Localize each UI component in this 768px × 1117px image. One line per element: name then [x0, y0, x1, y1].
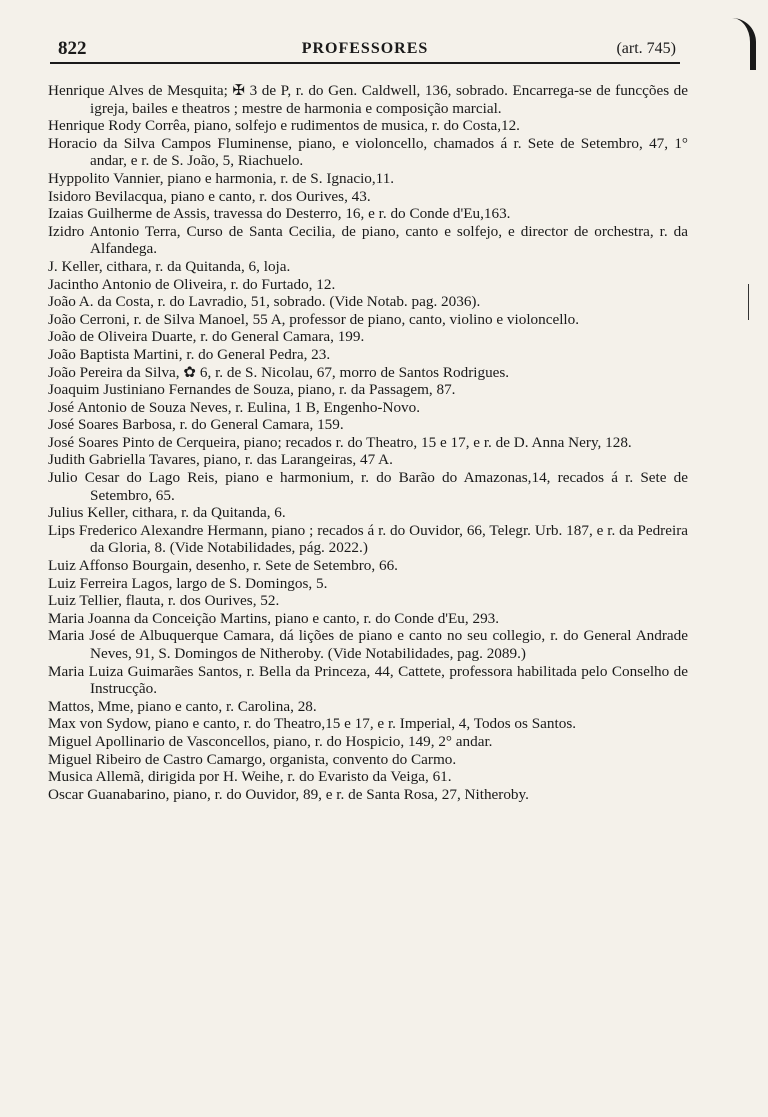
entry: João de Oliveira Duarte, r. do General Camara, 199.	[48, 328, 365, 346]
entry: Hyppolito Vannier, piano e harmonia, r. de S. Ignacio,11.	[48, 169, 395, 187]
entry: Lips Frederico Alexandre Hermann, piano ; recados á r. do Ouvidor, 66, Telegr. Urb. 187, e r. da Pedreira da Gloria, 8. (Vide Notabilidades, pág. 2022.)	[48, 521, 688, 557]
entry: Henrique Alves de Mesquita; ✠ 3 de P, r. do Gen. Caldwell, 136, sobrado. Encarrega-se de funcções de igreja, bailes e theatros ; mestre de harmonia e composição marcial.	[48, 82, 688, 117]
entry: José Antonio de Souza Neves, r. Eulina, 1 B, Engenho-Novo.	[48, 398, 421, 416]
entry: Maria José de Albuquerque Camara, dá lições de piano e canto no seu collegio, r. do General Andrade Neves, 91, S. Domingos de Nitheroby. (Vide Notabilidades, pag. 2089.)	[48, 627, 688, 662]
entry: Julius Keller, cithara, r. da Quitanda, 6.	[48, 504, 286, 522]
entry: Izidro Antonio Terra, Curso de Santa Cecilia, de piano, canto e solfejo, e director de orchestra, r. da Alfandega.	[48, 222, 688, 258]
entry: Miguel Apollinario de Vasconcellos, piano, r. do Hospicio, 149, 2° andar.	[48, 732, 493, 750]
entry: Mattos, Mme, piano e canto, r. Carolina, 28.	[48, 697, 317, 715]
article-reference: (art. 745)	[616, 40, 676, 57]
entry: João Baptista Martini, r. do General Pedra, 23.	[48, 345, 331, 363]
entry: Maria Luiza Guimarães Santos, r. Bella da Princeza, 44, Cattete, professora habilitada pelo Conselho de Instrucção.	[48, 662, 688, 698]
entry: Luiz Affonso Bourgain, desenho, r. Sete de Setembro, 66.	[48, 557, 398, 575]
entry: Isidoro Bevilacqua, piano e canto, r. dos Ourives, 43.	[48, 187, 371, 205]
entry: José Soares Barbosa, r. do General Camara, 159.	[48, 416, 344, 434]
entry-list	[48, 82, 688, 803]
page-number: 822	[58, 38, 87, 59]
margin-mark	[748, 284, 749, 320]
section-title: PROFESSORES	[301, 40, 429, 57]
entry: Julio Cesar do Lago Reis, piano e harmonium, r. do Barão do Amazonas,14, recados á r. Sete de Setembro, 65.	[48, 469, 688, 504]
entry: Luiz Tellier, flauta, r. dos Ourives, 52.	[48, 592, 280, 610]
page-header	[50, 36, 680, 64]
entry: Joaquim Justiniano Fernandes de Souza, piano, r. da Passagem, 87.	[48, 381, 456, 399]
entry: João A. da Costa, r. do Lavradio, 51, sobrado. (Vide Notab. pag. 2036).	[48, 293, 481, 311]
entry: José Soares Pinto de Cerqueira, piano; recados r. do Theatro, 15 e 17, e r. de D. Anna Nery, 128.	[48, 433, 632, 451]
entry: Maria Joanna da Conceição Martins, piano e canto, r. do Conde d'Eu, 293.	[48, 609, 500, 627]
entry: Henrique Rody Corrêa, piano, solfejo e rudimentos de musica, r. do Costa,12.	[48, 117, 520, 135]
entry: Miguel Ribeiro de Castro Camargo, organista, convento do Carmo.	[48, 750, 457, 768]
entry: Judith Gabriella Tavares, piano, r. das Larangeiras, 47 A.	[48, 451, 393, 469]
entry: Izaias Guilherme de Assis, travessa do Desterro, 16, e r. do Conde d'Eu,163.	[48, 205, 511, 223]
entry: João Cerroni, r. de Silva Manoel, 55 A, professor de piano, canto, violino e violoncello.	[48, 310, 580, 328]
entry: Max von Sydow, piano e canto, r. do Theatro,15 e 17, e r. Imperial, 4, Todos os Santos.	[48, 715, 577, 733]
entry: Horacio da Silva Campos Fluminense, piano, e violoncello, chamados á r. Sete de Setembro, 47, 1° andar, e r. de S. João, 5, Riachuelo.	[48, 134, 688, 170]
entry: Oscar Guanabarino, piano, r. do Ouvidor, 89, e r. de Santa Rosa, 27, Nitheroby.	[48, 785, 529, 803]
entry: Luiz Ferreira Lagos, largo de S. Domingos, 5.	[48, 574, 328, 592]
entry: Jacintho Antonio de Oliveira, r. do Furtado, 12.	[48, 275, 336, 293]
entry: João Pereira da Silva, ✿ 6, r. de S. Nicolau, 67, morro de Santos Rodrigues.	[48, 363, 510, 381]
binding-edge	[728, 18, 756, 70]
entry: J. Keller, cithara, r. da Quitanda, 6, loja.	[48, 257, 291, 275]
entry: Musica Allemã, dirigida por H. Weihe, r. do Evaristo da Veiga, 61.	[48, 768, 452, 786]
